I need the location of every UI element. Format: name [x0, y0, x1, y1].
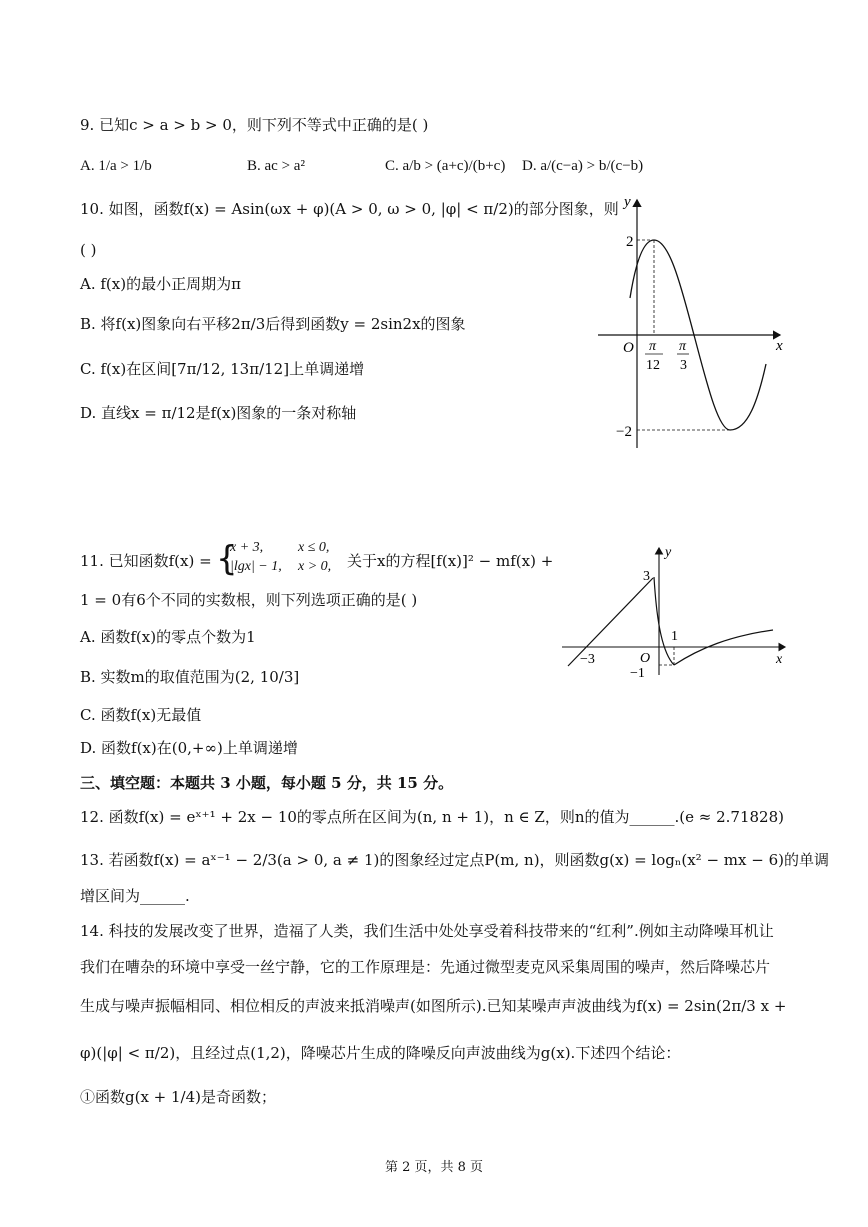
q10-tick1-num: π	[649, 339, 657, 354]
q10-option-a: A. f(x)的最小正周期为π	[80, 275, 241, 293]
q10-stem-paren: ( )	[80, 241, 97, 259]
q9-option-d: D. a/(c−a) > b/(c−b)	[522, 158, 644, 174]
q10-y-bottom: −2	[616, 424, 632, 440]
q11-y-three: 3	[643, 569, 650, 584]
q11-y-label: y	[665, 545, 672, 560]
q11-option-d: D. 函数f(x)在(0,+∞)上单调递增	[80, 739, 298, 757]
q10-tick2-num: π	[679, 339, 687, 354]
q11-function-figure	[560, 540, 790, 680]
q11-log-curve-left	[654, 577, 674, 665]
q11-case2-cond: x > 0,	[298, 559, 332, 574]
q11-stem-suffix: 关于x的方程[f(x)]² − mf(x) +	[347, 552, 554, 570]
q10-stem: 10. 如图，函数f(x) = Asin(ωx + φ)(A > 0, ω > 0, |φ| < π/2)的部分图象，则	[80, 200, 619, 218]
q10-origin: O	[623, 340, 634, 356]
q11-y-neg1: −1	[630, 666, 645, 680]
q11-x-neg3: −3	[580, 652, 595, 667]
q10-tick2-den: 3	[680, 358, 687, 373]
q9-stem: 9. 已知c > a > b > 0，则下列不等式中正确的是( )	[80, 116, 429, 134]
q11-brace: {	[216, 539, 238, 579]
q11-origin: O	[640, 651, 651, 666]
q9-option-a: A. 1/a > 1/b	[80, 158, 152, 174]
q9-option-b: B. ac > a²	[247, 158, 305, 174]
q11-stem-line2: 1 = 0有6个不同的实数根，则下列选项正确的是( )	[80, 591, 418, 609]
q11-case1-expr: x + 3,	[230, 540, 264, 555]
q14-line4: φ)(|φ| < π/2)，且经过点(1,2)，降噪芯片生成的降噪反向声波曲线为g(x).下述四个结论：	[80, 1044, 681, 1062]
q9-option-c: C. a/b > (a+c)/(b+c)	[385, 158, 506, 174]
q11-case2-expr: |lgx| − 1,	[230, 559, 282, 574]
page-footer: 第 2 页，共 8 页	[384, 1160, 484, 1175]
q11-stem-prefix: 11. 已知函数f(x) =	[80, 552, 212, 570]
q11-option-a: A. 函数f(x)的零点个数为1	[80, 628, 256, 646]
q10-sine-figure	[590, 190, 800, 460]
q10-x-label: x	[776, 338, 783, 354]
q13-line2: 增区间为______.	[80, 887, 190, 905]
section3-title: 三、填空题：本题共 3 小题，每小题 5 分，共 15 分。	[80, 774, 454, 792]
q11-x-label: x	[776, 652, 783, 667]
q14-line1: 14. 科技的发展改变了世界，造福了人类，我们生活中处处享受着科技带来的“红利”.例如主动降噪耳机让	[80, 922, 774, 940]
q14-line3: 生成与噪声振幅相同、相位相反的声波来抵消噪声(如图所示).已知某噪声声波曲线为f(x) = 2sin(2π/3 x +	[80, 997, 787, 1015]
q11-option-c: C. 函数f(x)无最值	[80, 706, 202, 724]
q10-option-d: D. 直线x = π/12是f(x)图象的一条对称轴	[80, 404, 357, 422]
q14-item1: ①函数g(x + 1/4)是奇函数；	[80, 1088, 277, 1106]
q10-y-top: 2	[626, 234, 634, 250]
q12-text: 12. 函数f(x) = eˣ⁺¹ + 2x − 10的零点所在区间为(n, n + 1)，n ∈ Z，则n的值为______.(e ≈ 2.71828)	[80, 808, 784, 826]
q10-option-b: B. 将f(x)图象向右平移2π/3后得到函数y = 2sin2x的图象	[80, 315, 466, 333]
q11-option-b: B. 实数m的取值范围为(2, 10/3]	[80, 668, 300, 686]
q14-line2: 我们在嘈杂的环境中享受一丝宁静，它的工作原理是：先通过微型麦克风采集周围的噪声，然后降噪芯片	[80, 958, 771, 976]
q10-y-label: y	[624, 194, 631, 210]
q10-tick1-den: 12	[646, 358, 660, 373]
q10-option-c: C. f(x)在区间[7π/12, 13π/12]上单调递增	[80, 360, 365, 378]
q11-case1-cond: x ≤ 0,	[298, 540, 330, 555]
q11-x-one: 1	[671, 629, 678, 644]
q13-line1: 13. 若函数f(x) = aˣ⁻¹ − 2/3(a > 0, a ≠ 1)的图象经过定点P(m, n)，则函数g(x) = logₙ(x² − mx − 6)的单调	[80, 851, 829, 869]
